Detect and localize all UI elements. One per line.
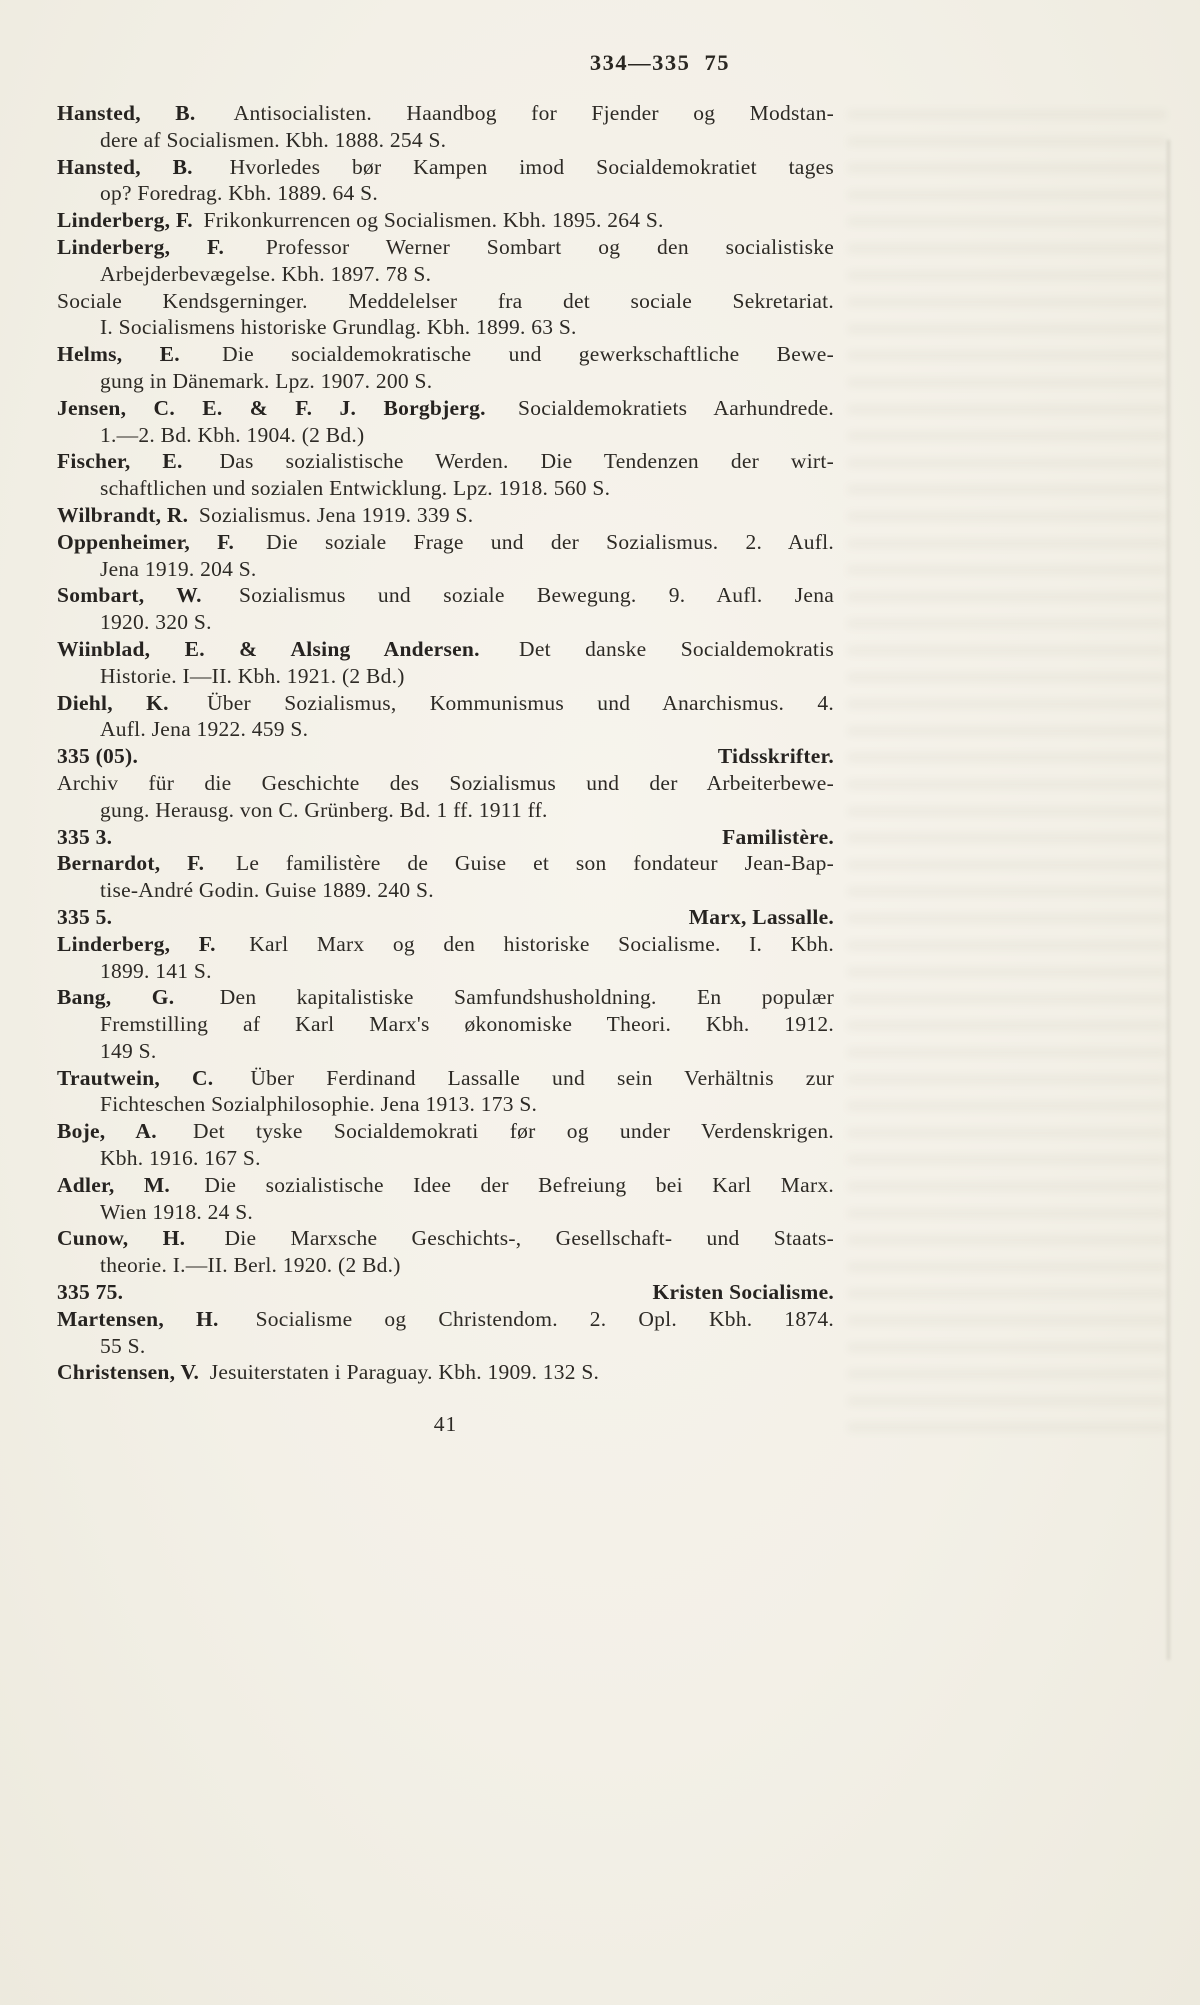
entry-line: Linderberg, F. Professor Werner Sombart og den socialistiske [57, 234, 834, 259]
bleed-through-artifact [848, 110, 1166, 1440]
entry-author: Fischer, E. [57, 449, 183, 474]
section-topic: Familistère. [722, 824, 834, 849]
bibliography-entry [57, 582, 834, 636]
bibliography-entry [57, 100, 834, 154]
bibliography-list [57, 100, 834, 1386]
entry-author: Oppenheimer, F. [57, 529, 235, 554]
entry-line: Historie. I—II. Kbh. 1921. (2 Bd.) [100, 663, 405, 688]
section-heading [57, 904, 834, 931]
entry-line: Hansted, B. Hvorledes bør Kampen imod Socialdemokratiet tages [57, 154, 835, 179]
bibliography-entry [57, 931, 834, 985]
entry-line: I. Socialismens historiske Grundlag. Kbh. 1899. 63 S. [100, 315, 577, 340]
entry-line: op? Foredrag. Kbh. 1889. 64 S. [100, 181, 379, 206]
bibliography-entry [57, 529, 834, 583]
entry-line: gung in Dänemark. Lpz. 1907. 200 S. [100, 368, 433, 393]
scan-streak-artifact [1167, 140, 1170, 1660]
entry-author: Sombart, W. [57, 583, 202, 608]
bibliography-entry [57, 1306, 834, 1360]
section-heading [57, 824, 834, 851]
entry-line: Trautwein, C. Über Ferdinand Lassalle und sein Verhältnis zur [57, 1065, 834, 1090]
bibliography-entry [57, 690, 834, 744]
entry-line: Wiinblad, E. & Alsing Andersen. Det danske Socialdemokratis [57, 636, 834, 661]
entry-line: Fichteschen Sozialphilosophie. Jena 1913. 173 S. [100, 1092, 538, 1117]
entry-line: Adler, M. Die sozialistische Idee der Befreiung bei Karl Marx. [57, 1172, 834, 1197]
section-number: 335 75. [57, 1280, 124, 1305]
entry-author: Wilbrandt, R. [57, 502, 189, 527]
entry-line: Arbejderbevægelse. Kbh. 1897. 78 S. [100, 261, 432, 286]
entry-line: 1.—2. Bd. Kbh. 1904. (2 Bd.) [100, 422, 365, 447]
entry-line: Archiv für die Geschichte des Sozialismus und der Arbeiterbewe- [57, 770, 834, 795]
entry-line: Bernardot, F. Le familistère de Guise et son fondateur Jean-Bap- [57, 851, 835, 876]
entry-author: Wiinblad, E. & Alsing Andersen. [57, 636, 480, 661]
entry-line: Jensen, C. E. & F. J. Borgbjerg. Socialdemokratiets Aarhundrede. [57, 395, 835, 420]
entry-line: Cunow, H. Die Marxsche Geschichts-, Gesellschaft- und Staats- [57, 1226, 835, 1251]
text-block [57, 100, 834, 1437]
entry-line: Jena 1919. 204 S. [100, 556, 257, 581]
entry-author: Hansted, B. [57, 154, 193, 179]
bibliography-entry [57, 288, 834, 342]
bibliography-entry [57, 1065, 834, 1119]
entry-author: Adler, M. [57, 1172, 171, 1197]
entry-line: Linderberg, F. Frikonkurrencen og Socialismen. Kbh. 1895. 264 S. [57, 208, 664, 233]
bibliography-entry [57, 395, 834, 449]
entry-author: Bernardot, F. [57, 851, 205, 876]
entry-author: Jensen, C. E. & F. J. Borgbjerg. [57, 395, 486, 420]
entry-line: 1899. 141 S. [100, 958, 212, 983]
entry-line: tise-André Godin. Guise 1889. 240 S. [100, 878, 434, 903]
entry-author: Christensen, V. [57, 1360, 200, 1385]
entry-line: Bang, G. Den kapitalistiske Samfundshusholdning. En populær [57, 985, 834, 1010]
entry-line: Hansted, B. Antisocialisten. Haandbog for Fjender og Modstan- [57, 101, 834, 125]
entry-author: Boje, A. [57, 1119, 157, 1144]
entry-line: dere af Socialismen. Kbh. 1888. 254 S. [100, 127, 447, 152]
entry-author: Linderberg, F. [57, 931, 216, 956]
page-number: 41 [433, 1412, 458, 1437]
entry-line: gung. Herausg. von C. Grünberg. Bd. 1 ff. 1911 ff. [100, 797, 548, 822]
entry-line: Kbh. 1916. 167 S. [100, 1146, 261, 1171]
entry-line: Martensen, H. Socialisme og Christendom. 2. Opl. Kbh. 1874. [57, 1306, 835, 1331]
bibliography-entry [57, 207, 834, 234]
bibliography-entry [57, 1172, 834, 1226]
entry-line: Fischer, E. Das sozialistische Werden. Die Tendenzen der wirt- [57, 449, 834, 474]
bibliography-entry [57, 234, 834, 288]
entry-line: Boje, A. Det tyske Socialdemokrati før og under Verdenskrigen. [57, 1119, 835, 1144]
entry-line: Helms, E. Die socialdemokratische und gewerkschaftliche Bewe- [57, 342, 835, 367]
entry-line: Wien 1918. 24 S. [100, 1199, 254, 1224]
entry-line: Wilbrandt, R. Sozialismus. Jena 1919. 339 S. [57, 502, 474, 527]
entry-author: Trautwein, C. [57, 1065, 214, 1090]
entry-author: Linderberg, F. [57, 208, 193, 233]
entry-line: Oppenheimer, F. Die soziale Frage und der Sozialismus. 2. Aufl. [57, 529, 834, 554]
entry-author: Helms, E. [57, 342, 180, 367]
bibliography-entry [57, 636, 834, 690]
running-head: 334—335 75 [589, 50, 730, 75]
entry-line: Linderberg, F. Karl Marx og den historiske Socialisme. I. Kbh. [57, 931, 835, 956]
section-topic: Marx, Lassalle. [688, 904, 834, 929]
entry-line: Fremstilling af Karl Marx's økonomiske Theori. Kbh. 1912. [100, 1012, 834, 1037]
bibliography-entry [57, 341, 834, 395]
entry-line: Sombart, W. Sozialismus und soziale Bewegung. 9. Aufl. Jena [57, 583, 835, 608]
entry-author: Bang, G. [57, 985, 175, 1010]
entry-line: 1920. 320 S. [100, 610, 212, 635]
bibliography-entry [57, 984, 834, 1064]
entry-author: Diehl, K. [57, 690, 169, 715]
section-topic: Kristen Socialisme. [652, 1280, 834, 1305]
entry-author: Hansted, B. [57, 101, 196, 125]
bibliography-entry [57, 770, 834, 824]
bibliography-entry [57, 1118, 834, 1172]
bibliography-entry [57, 1225, 834, 1279]
section-number: 335 5. [57, 904, 113, 929]
entry-line: Diehl, K. Über Sozialismus, Kommunismus und Anarchismus. 4. [57, 690, 834, 715]
section-topic: Tidsskrifter. [717, 744, 834, 769]
section-heading [57, 1279, 834, 1306]
section-number: 335 3. [57, 824, 113, 849]
entry-line: 55 S. [100, 1333, 146, 1358]
entry-line: theorie. I.—II. Berl. 1920. (2 Bd.) [100, 1253, 401, 1278]
bibliography-entry [57, 154, 834, 208]
bibliography-entry [57, 448, 834, 502]
bibliography-entry [57, 502, 834, 529]
entry-line: Sociale Kendsgerninger. Meddelelser fra det sociale Sekretariat. [57, 288, 834, 313]
entry-author: Cunow, H. [57, 1226, 186, 1251]
entry-author: Martensen, H. [57, 1306, 219, 1331]
entry-line: schaftlichen und sozialen Entwicklung. Lpz. 1918. 560 S. [100, 476, 611, 501]
entry-line: Aufl. Jena 1922. 459 S. [100, 717, 309, 742]
bibliography-entry [57, 1359, 834, 1386]
entry-line: 149 S. [100, 1038, 157, 1063]
bibliography-entry [57, 850, 834, 904]
entry-line: Christensen, V. Jesuiterstaten i Paraguay. Kbh. 1909. 132 S. [57, 1360, 600, 1385]
section-number: 335 (05). [57, 744, 139, 769]
section-heading [57, 743, 834, 770]
entry-author: Linderberg, F. [57, 234, 225, 259]
